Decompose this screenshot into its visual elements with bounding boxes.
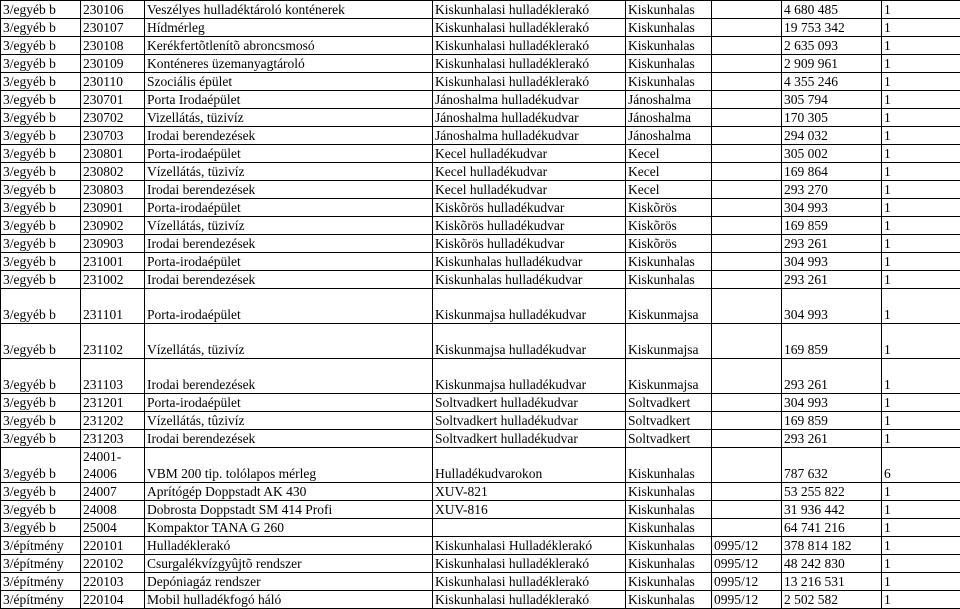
parcel-ref-cell: 0995/12 <box>712 573 782 591</box>
table-row <box>1 181 960 199</box>
category-cell: 3/egyéb b <box>1 519 81 537</box>
quantity-cell: 1 <box>882 394 960 412</box>
book-value-cell: 4 355 246 <box>782 73 882 91</box>
table-row <box>1 289 960 324</box>
book-value-cell: 2 635 093 <box>782 37 882 55</box>
city-cell: Jánoshalma <box>626 91 712 109</box>
category-cell: 3/egyéb b <box>1 324 81 359</box>
asset-name-cell: Irodai berendezések <box>145 235 433 253</box>
parcel-ref-cell <box>712 217 782 235</box>
category-cell: 3/egyéb b <box>1 359 81 394</box>
table-row <box>1 324 960 359</box>
table-row <box>1 19 960 37</box>
asset-code-cell: 230902 <box>81 217 145 235</box>
category-cell: 3/építmény <box>1 591 81 609</box>
parcel-ref-cell <box>712 448 782 483</box>
location-cell: Kiskunhalasi Hulladéklerakó <box>433 537 626 555</box>
asset-name-cell: Irodai berendezések <box>145 127 433 145</box>
category-cell: 3/egyéb b <box>1 109 81 127</box>
parcel-ref-cell <box>712 235 782 253</box>
quantity-cell: 1 <box>882 181 960 199</box>
category-cell: 3/egyéb b <box>1 1 81 19</box>
city-cell: Kiskunhalas <box>626 1 712 19</box>
location-cell: Kiskunhalasi hulladéklerakó <box>433 573 626 591</box>
quantity-cell: 1 <box>882 55 960 73</box>
asset-name-cell: Kerékfertõtlenítõ abroncsmosó <box>145 37 433 55</box>
asset-name-cell: Porta-irodaépület <box>145 394 433 412</box>
city-cell: Soltvadkert <box>626 430 712 448</box>
book-value-cell: 170 305 <box>782 109 882 127</box>
city-cell: Kiskunhalas <box>626 519 712 537</box>
table-row <box>1 217 960 235</box>
category-cell: 3/egyéb b <box>1 483 81 501</box>
quantity-cell: 1 <box>882 501 960 519</box>
book-value-cell: 293 261 <box>782 359 882 394</box>
asset-name-cell: Dobrosta Doppstadt SM 414 Profi <box>145 501 433 519</box>
asset-name-cell: Mobil hulladékfogó háló <box>145 591 433 609</box>
city-cell: Soltvadkert <box>626 412 712 430</box>
location-cell: Kiskunhalasi hulladéklerakó <box>433 55 626 73</box>
parcel-ref-cell <box>712 1 782 19</box>
category-cell: 3/egyéb b <box>1 217 81 235</box>
parcel-ref-cell <box>712 289 782 324</box>
category-cell: 3/egyéb b <box>1 181 81 199</box>
book-value-cell: 304 993 <box>782 253 882 271</box>
asset-code-cell: 230110 <box>81 73 145 91</box>
asset-name-cell: Konténeres üzemanyagtároló <box>145 55 433 73</box>
location-cell: Kiskunhalasi hulladéklerakó <box>433 37 626 55</box>
asset-name-cell: Hídmérleg <box>145 19 433 37</box>
city-cell: Kiskunhalas <box>626 37 712 55</box>
asset-code-cell: 24001-24006 <box>81 448 145 483</box>
asset-code-cell: 230701 <box>81 91 145 109</box>
parcel-ref-cell <box>712 37 782 55</box>
table-row <box>1 73 960 91</box>
parcel-ref-cell <box>712 127 782 145</box>
book-value-cell: 169 859 <box>782 324 882 359</box>
category-cell: 3/egyéb b <box>1 19 81 37</box>
asset-code-cell: 231002 <box>81 271 145 289</box>
asset-code-cell: 220104 <box>81 591 145 609</box>
table-row <box>1 37 960 55</box>
table-row <box>1 519 960 537</box>
book-value-cell: 304 993 <box>782 289 882 324</box>
table-row <box>1 591 960 609</box>
city-cell: Kiskunmajsa <box>626 359 712 394</box>
quantity-cell: 1 <box>882 235 960 253</box>
book-value-cell: 169 859 <box>782 217 882 235</box>
city-cell: Kiskunhalas <box>626 271 712 289</box>
parcel-ref-cell <box>712 145 782 163</box>
parcel-ref-cell: 0995/12 <box>712 591 782 609</box>
asset-name-cell: Depóniagáz rendszer <box>145 573 433 591</box>
location-cell: Kiskunhalasi hulladéklerakó <box>433 591 626 609</box>
book-value-cell: 305 002 <box>782 145 882 163</box>
category-cell: 3/egyéb b <box>1 127 81 145</box>
category-cell: 3/egyéb b <box>1 448 81 483</box>
quantity-cell: 1 <box>882 324 960 359</box>
table-row <box>1 109 960 127</box>
city-cell: Kiskõrös <box>626 217 712 235</box>
book-value-cell: 293 261 <box>782 235 882 253</box>
asset-name-cell: Kompaktor TANA G 260 <box>145 519 433 537</box>
category-cell: 3/építmény <box>1 555 81 573</box>
asset-code-cell: 230703 <box>81 127 145 145</box>
asset-name-cell: Irodai berendezések <box>145 359 433 394</box>
book-value-cell: 169 859 <box>782 412 882 430</box>
asset-code-cell: 230801 <box>81 145 145 163</box>
quantity-cell: 6 <box>882 448 960 483</box>
asset-code-cell: 231203 <box>81 430 145 448</box>
book-value-cell: 304 993 <box>782 199 882 217</box>
book-value-cell: 64 741 216 <box>782 519 882 537</box>
parcel-ref-cell: 0995/12 <box>712 555 782 573</box>
table-row <box>1 163 960 181</box>
asset-name-cell: Irodai berendezések <box>145 430 433 448</box>
parcel-ref-cell <box>712 501 782 519</box>
asset-name-cell: Porta Irodaépület <box>145 91 433 109</box>
quantity-cell: 1 <box>882 555 960 573</box>
city-cell: Kiskunhalas <box>626 483 712 501</box>
table-row <box>1 573 960 591</box>
parcel-ref-cell <box>712 412 782 430</box>
city-cell: Kiskunhalas <box>626 591 712 609</box>
quantity-cell: 1 <box>882 37 960 55</box>
location-cell: Kiskunhalasi hulladéklerakó <box>433 1 626 19</box>
parcel-ref-cell <box>712 91 782 109</box>
location-cell: Jánoshalma hulladékudvar <box>433 91 626 109</box>
location-cell: Hulladékudvarokon <box>433 448 626 483</box>
book-value-cell: 13 216 531 <box>782 573 882 591</box>
location-cell: Kiskõrös hulladékudvar <box>433 235 626 253</box>
book-value-cell: 2 909 961 <box>782 55 882 73</box>
location-cell: Kiskunhalas hulladékudvar <box>433 253 626 271</box>
asset-code-cell: 231103 <box>81 359 145 394</box>
parcel-ref-cell <box>712 394 782 412</box>
quantity-cell: 1 <box>882 145 960 163</box>
asset-code-cell: 230106 <box>81 1 145 19</box>
table-row <box>1 127 960 145</box>
parcel-ref-cell <box>712 359 782 394</box>
location-cell: Kiskunhalas hulladékudvar <box>433 271 626 289</box>
city-cell: Kiskunhalas <box>626 73 712 91</box>
city-cell: Kiskõrös <box>626 235 712 253</box>
book-value-cell: 2 502 582 <box>782 591 882 609</box>
location-cell: XUV-821 <box>433 483 626 501</box>
asset-name-cell: Vízellátás, tüzivíz <box>145 163 433 181</box>
table-row <box>1 271 960 289</box>
asset-code-cell: 231102 <box>81 324 145 359</box>
city-cell: Kecel <box>626 163 712 181</box>
parcel-ref-cell <box>712 163 782 181</box>
category-cell: 3/egyéb b <box>1 430 81 448</box>
location-cell: Kiskunmajsa hulladékudvar <box>433 324 626 359</box>
category-cell: 3/egyéb b <box>1 37 81 55</box>
city-cell: Jánoshalma <box>626 127 712 145</box>
category-cell: 3/egyéb b <box>1 235 81 253</box>
quantity-cell: 1 <box>882 91 960 109</box>
parcel-ref-cell <box>712 483 782 501</box>
city-cell: Kiskunhalas <box>626 55 712 73</box>
table-row <box>1 448 960 483</box>
category-cell: 3/egyéb b <box>1 394 81 412</box>
location-cell: Kiskunhalasi hulladéklerakó <box>433 73 626 91</box>
category-cell: 3/építmény <box>1 537 81 555</box>
parcel-ref-cell <box>712 430 782 448</box>
quantity-cell: 1 <box>882 1 960 19</box>
book-value-cell: 48 242 830 <box>782 555 882 573</box>
table-row <box>1 91 960 109</box>
city-cell: Kecel <box>626 181 712 199</box>
table-row <box>1 555 960 573</box>
asset-code-cell: 220102 <box>81 555 145 573</box>
location-cell: Kecel hulladékudvar <box>433 145 626 163</box>
book-value-cell: 304 993 <box>782 394 882 412</box>
quantity-cell: 1 <box>882 19 960 37</box>
location-cell: Kecel hulladékudvar <box>433 181 626 199</box>
category-cell: 3/építmény <box>1 573 81 591</box>
city-cell: Kiskunhalas <box>626 448 712 483</box>
location-cell: Kecel hulladékudvar <box>433 163 626 181</box>
city-cell: Soltvadkert <box>626 394 712 412</box>
asset-name-cell: Veszélyes hulladéktároló konténerek <box>145 1 433 19</box>
book-value-cell: 169 864 <box>782 163 882 181</box>
asset-code-cell: 231101 <box>81 289 145 324</box>
asset-code-cell: 230702 <box>81 109 145 127</box>
category-cell: 3/egyéb b <box>1 289 81 324</box>
city-cell: Kiskunhalas <box>626 19 712 37</box>
city-cell: Jánoshalma <box>626 109 712 127</box>
table-row <box>1 145 960 163</box>
table-row <box>1 537 960 555</box>
category-cell: 3/egyéb b <box>1 163 81 181</box>
quantity-cell: 1 <box>882 163 960 181</box>
quantity-cell: 1 <box>882 537 960 555</box>
table-row <box>1 394 960 412</box>
table-row <box>1 430 960 448</box>
location-cell: Soltvadkert hulladékudvar <box>433 412 626 430</box>
asset-code-cell: 231001 <box>81 253 145 271</box>
category-cell: 3/egyéb b <box>1 253 81 271</box>
category-cell: 3/egyéb b <box>1 73 81 91</box>
book-value-cell: 293 261 <box>782 271 882 289</box>
category-cell: 3/egyéb b <box>1 501 81 519</box>
asset-code-cell: 230107 <box>81 19 145 37</box>
quantity-cell: 1 <box>882 253 960 271</box>
asset-name-cell: Vízellátás, tüzivíz <box>145 217 433 235</box>
table-row <box>1 1 960 19</box>
asset-code-cell: 230109 <box>81 55 145 73</box>
asset-name-cell: Aprítógép Doppstadt AK 430 <box>145 483 433 501</box>
category-cell: 3/egyéb b <box>1 271 81 289</box>
asset-code-cell: 230108 <box>81 37 145 55</box>
asset-name-cell: Irodai berendezések <box>145 181 433 199</box>
asset-code-cell: 230901 <box>81 199 145 217</box>
asset-name-cell: Vízellátás, tüzivíz <box>145 324 433 359</box>
location-cell <box>433 519 626 537</box>
city-cell: Kiskunhalas <box>626 537 712 555</box>
book-value-cell: 787 632 <box>782 448 882 483</box>
parcel-ref-cell <box>712 181 782 199</box>
location-cell: Kiskunmajsa hulladékudvar <box>433 359 626 394</box>
category-cell: 3/egyéb b <box>1 412 81 430</box>
book-value-cell: 378 814 182 <box>782 537 882 555</box>
quantity-cell: 1 <box>882 271 960 289</box>
parcel-ref-cell <box>712 199 782 217</box>
quantity-cell: 1 <box>882 430 960 448</box>
location-cell: Soltvadkert hulladékudvar <box>433 430 626 448</box>
book-value-cell: 305 794 <box>782 91 882 109</box>
quantity-cell: 1 <box>882 199 960 217</box>
location-cell: XUV-816 <box>433 501 626 519</box>
asset-name-cell: Porta-irodaépület <box>145 289 433 324</box>
table-row <box>1 199 960 217</box>
asset-code-cell: 231202 <box>81 412 145 430</box>
table-row <box>1 253 960 271</box>
location-cell: Kiskõrös hulladékudvar <box>433 217 626 235</box>
city-cell: Kecel <box>626 145 712 163</box>
quantity-cell: 1 <box>882 217 960 235</box>
asset-name-cell: Porta-irodaépület <box>145 253 433 271</box>
asset-name-cell: Szociális épület <box>145 73 433 91</box>
asset-code-cell: 230802 <box>81 163 145 181</box>
book-value-cell: 294 032 <box>782 127 882 145</box>
asset-name-cell: VBM 200 tip. tolólapos mérleg <box>145 448 433 483</box>
asset-name-cell: Csurgalékvízgyûjtõ rendszer <box>145 555 433 573</box>
quantity-cell: 1 <box>882 109 960 127</box>
city-cell: Kiskõrös <box>626 199 712 217</box>
book-value-cell: 293 261 <box>782 430 882 448</box>
quantity-cell: 1 <box>882 412 960 430</box>
asset-code-cell: 24008 <box>81 501 145 519</box>
category-cell: 3/egyéb b <box>1 55 81 73</box>
location-cell: Kiskunhalasi hulladéklerakó <box>433 19 626 37</box>
city-cell: Kiskunhalas <box>626 253 712 271</box>
parcel-ref-cell <box>712 519 782 537</box>
parcel-ref-cell <box>712 73 782 91</box>
location-cell: Jánoshalma hulladékudvar <box>433 109 626 127</box>
location-cell: Kiskunhalasi hulladéklerakó <box>433 555 626 573</box>
table-row <box>1 412 960 430</box>
asset-name-cell: Irodai berendezések <box>145 271 433 289</box>
quantity-cell: 1 <box>882 519 960 537</box>
quantity-cell: 1 <box>882 591 960 609</box>
parcel-ref-cell <box>712 271 782 289</box>
parcel-ref-cell <box>712 109 782 127</box>
city-cell: Kiskunmajsa <box>626 324 712 359</box>
asset-name-cell: Porta-irodaépület <box>145 145 433 163</box>
asset-code-cell: 230803 <box>81 181 145 199</box>
location-cell: Kiskunmajsa hulladékudvar <box>433 289 626 324</box>
quantity-cell: 1 <box>882 73 960 91</box>
asset-code-cell: 230903 <box>81 235 145 253</box>
quantity-cell: 1 <box>882 573 960 591</box>
parcel-ref-cell <box>712 253 782 271</box>
table-row <box>1 483 960 501</box>
table-row <box>1 55 960 73</box>
parcel-ref-cell <box>712 55 782 73</box>
asset-name-cell: Hulladéklerakó <box>145 537 433 555</box>
quantity-cell: 1 <box>882 359 960 394</box>
location-cell: Kiskõrös hulladékudvar <box>433 199 626 217</box>
location-cell: Jánoshalma hulladékudvar <box>433 127 626 145</box>
asset-code-cell: 25004 <box>81 519 145 537</box>
parcel-ref-cell: 0995/12 <box>712 537 782 555</box>
asset-code-cell: 220101 <box>81 537 145 555</box>
book-value-cell: 53 255 822 <box>782 483 882 501</box>
parcel-ref-cell <box>712 19 782 37</box>
table-row <box>1 235 960 253</box>
asset-name-cell: Vizellátás, tüzivíz <box>145 109 433 127</box>
table-row <box>1 501 960 519</box>
category-cell: 3/egyéb b <box>1 199 81 217</box>
book-value-cell: 19 753 342 <box>782 19 882 37</box>
asset-code-cell: 231201 <box>81 394 145 412</box>
category-cell: 3/egyéb b <box>1 145 81 163</box>
city-cell: Kiskunhalas <box>626 555 712 573</box>
asset-code-cell: 24007 <box>81 483 145 501</box>
quantity-cell: 1 <box>882 127 960 145</box>
table-row <box>1 359 960 394</box>
quantity-cell: 1 <box>882 289 960 324</box>
city-cell: Kiskunhalas <box>626 573 712 591</box>
city-cell: Kiskunhalas <box>626 501 712 519</box>
asset-code-cell: 220103 <box>81 573 145 591</box>
asset-name-cell: Vízellátás, tûzivíz <box>145 412 433 430</box>
city-cell: Kiskunmajsa <box>626 289 712 324</box>
parcel-ref-cell <box>712 324 782 359</box>
book-value-cell: 4 680 485 <box>782 1 882 19</box>
category-cell: 3/egyéb b <box>1 91 81 109</box>
asset-name-cell: Porta-irodaépület <box>145 199 433 217</box>
location-cell: Soltvadkert hulladékudvar <box>433 394 626 412</box>
book-value-cell: 293 270 <box>782 181 882 199</box>
book-value-cell: 31 936 442 <box>782 501 882 519</box>
quantity-cell: 1 <box>882 483 960 501</box>
